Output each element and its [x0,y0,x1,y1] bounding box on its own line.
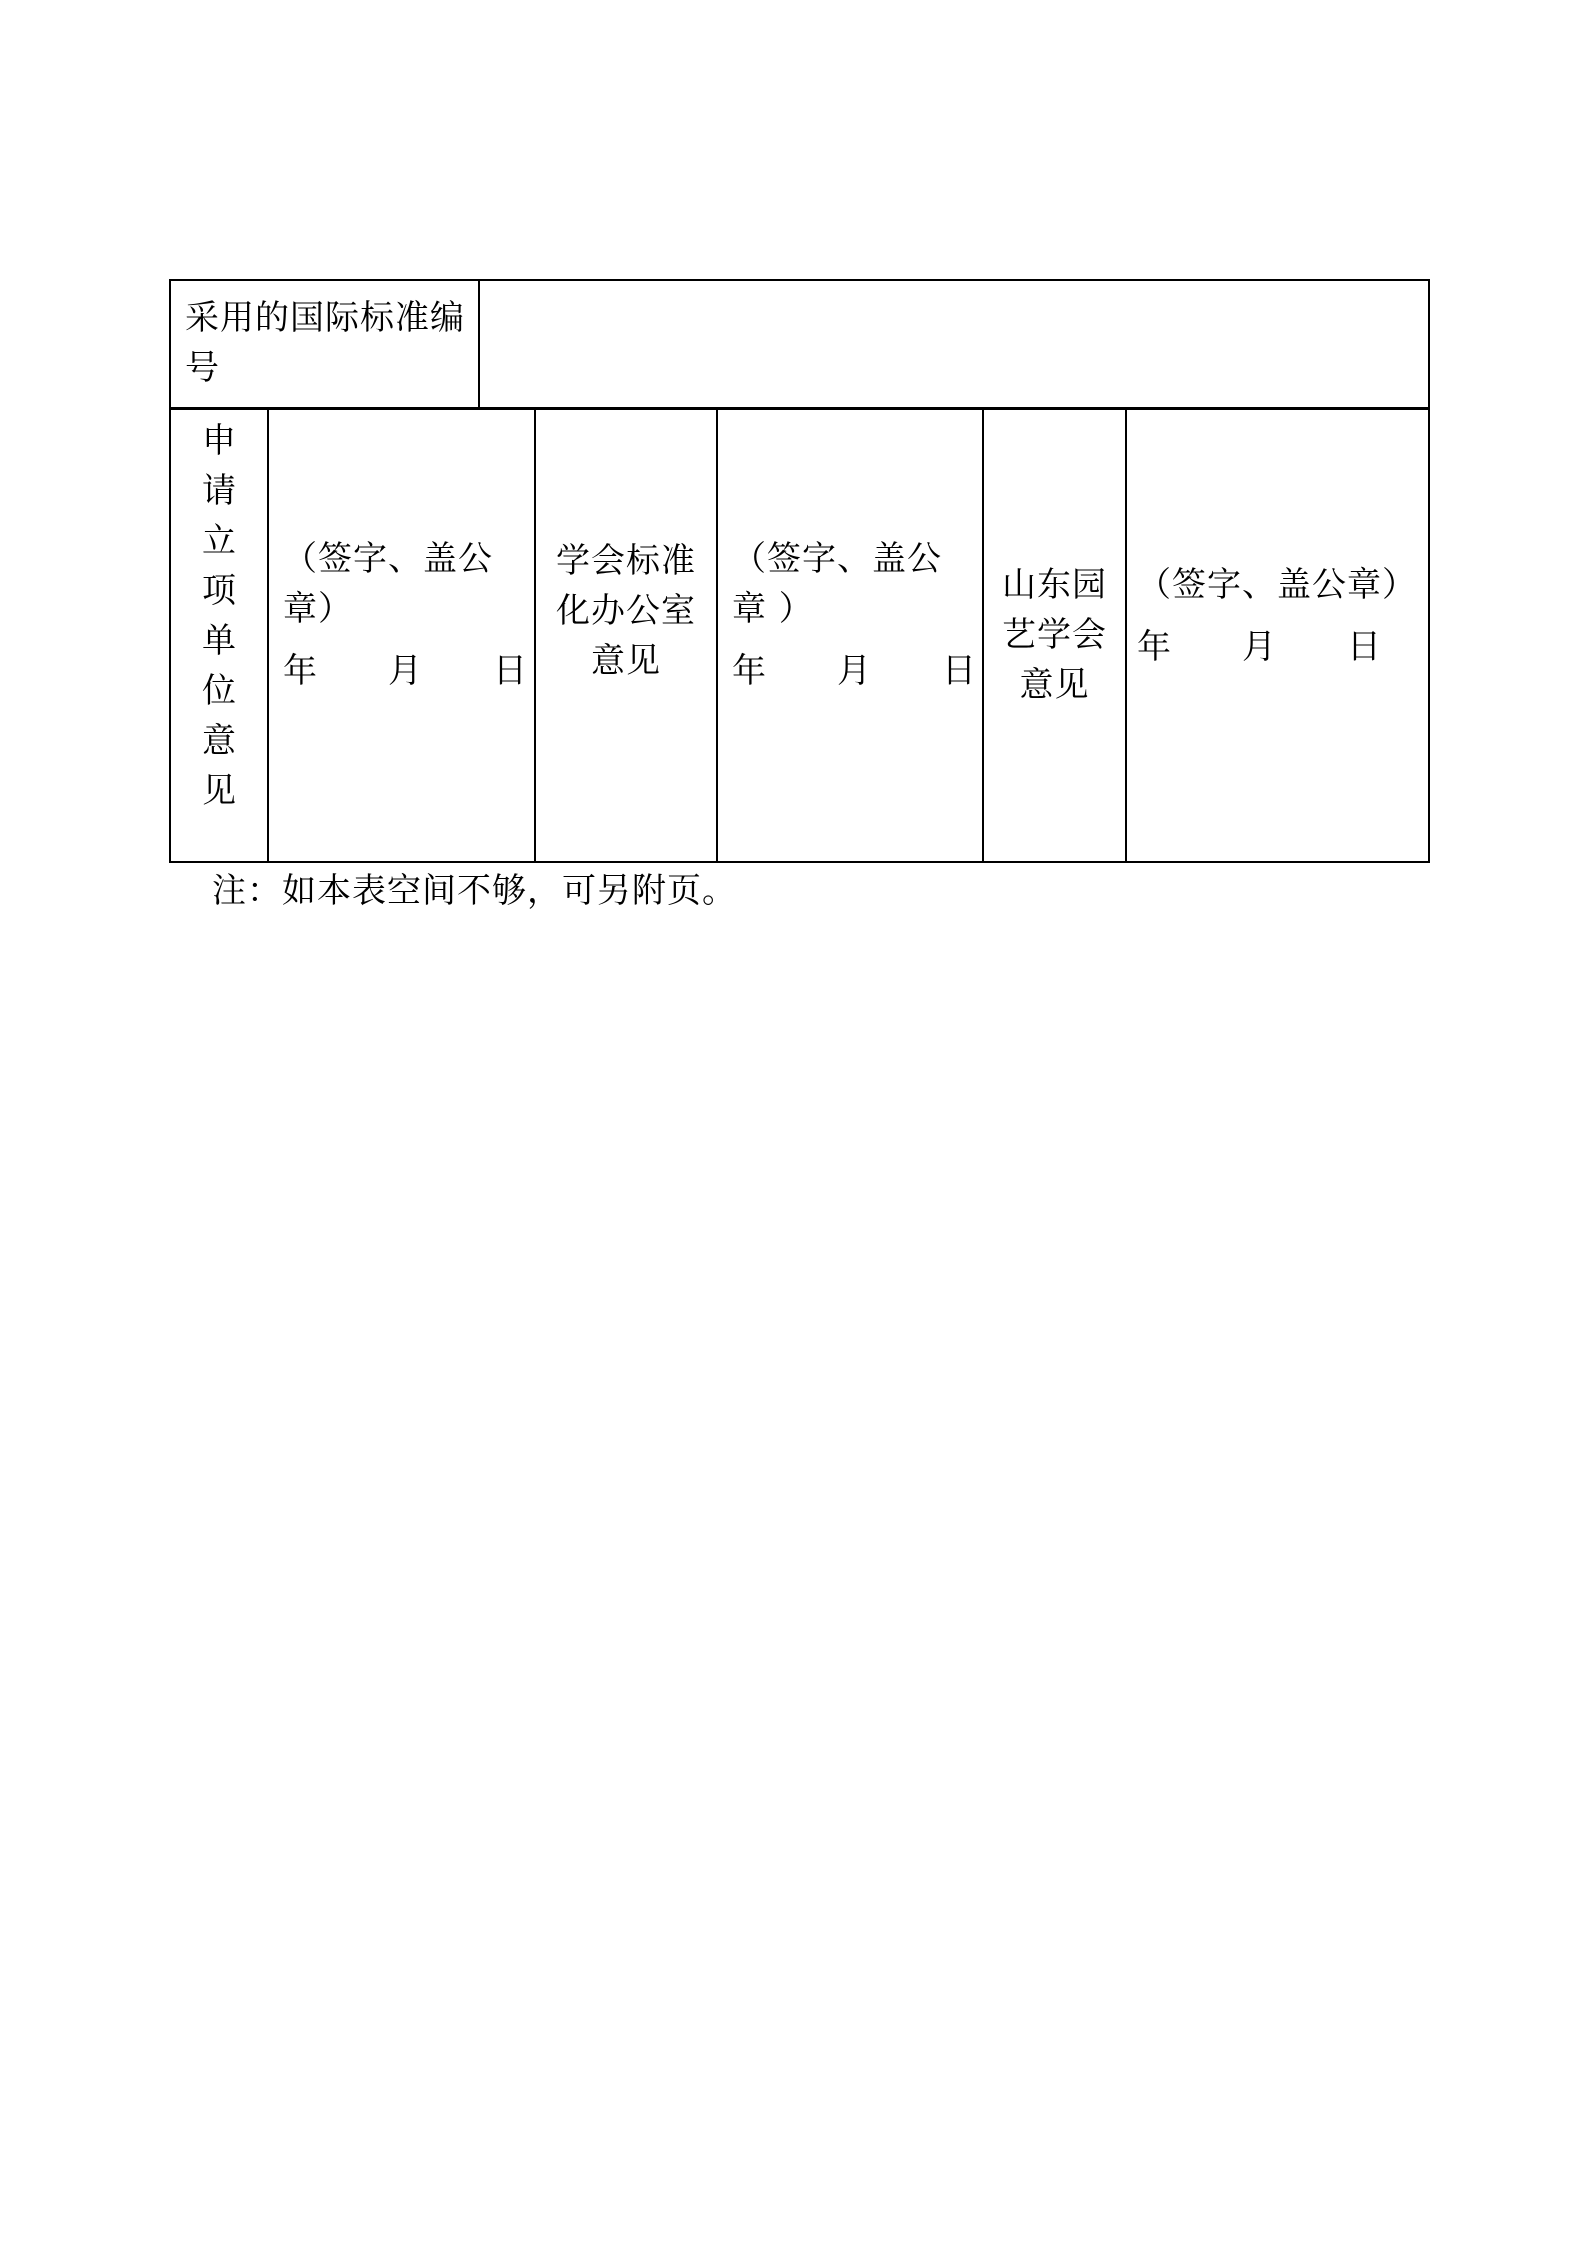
society-signature-text: （签字、盖公章） [1137,565,1417,605]
label-char: 单 [202,621,236,661]
label-char: 立 [202,521,236,561]
label-char: 见 [202,771,236,811]
opinions-row [169,408,1430,863]
standardization-office-label: 学会标准化办公室意见 [556,541,696,681]
footnote: 注：如本表空间不够，可另附页。 [212,871,737,911]
applicant-opinion-label-cell [169,408,269,863]
applicant-signature-text: （签字、盖公章） [283,539,493,629]
label-char: 请 [202,471,236,511]
label-char: 意 [202,721,236,761]
label-char: 位 [202,671,236,711]
label-char: 项 [202,571,236,611]
standardization-office-signature-cell[interactable] [716,408,984,863]
society-signature-cell[interactable] [1125,408,1430,863]
standardization-office-signature-text: （签字、盖公章 ） [732,539,942,629]
society-opinion-label-cell [982,408,1127,863]
project-application-form-table [169,279,1430,863]
label-char: 申 [202,421,236,461]
intl-standard-label: 采用的国际标准编号 [185,298,465,388]
applicant-signature-cell[interactable] [267,408,536,863]
intl-standard-value-cell[interactable] [478,279,1430,409]
standardization-office-date-text: 年 月 日 [732,651,977,691]
society-opinion-label: 山东园艺学会意见 [1002,565,1107,705]
applicant-date-text: 年 月 日 [283,651,528,691]
intl-standard-label-cell [169,279,480,409]
intl-standard-row [169,279,1430,409]
applicant-opinion-label [171,416,267,816]
society-date-text: 年 月 日 [1137,627,1382,667]
standardization-office-label-cell [534,408,718,863]
